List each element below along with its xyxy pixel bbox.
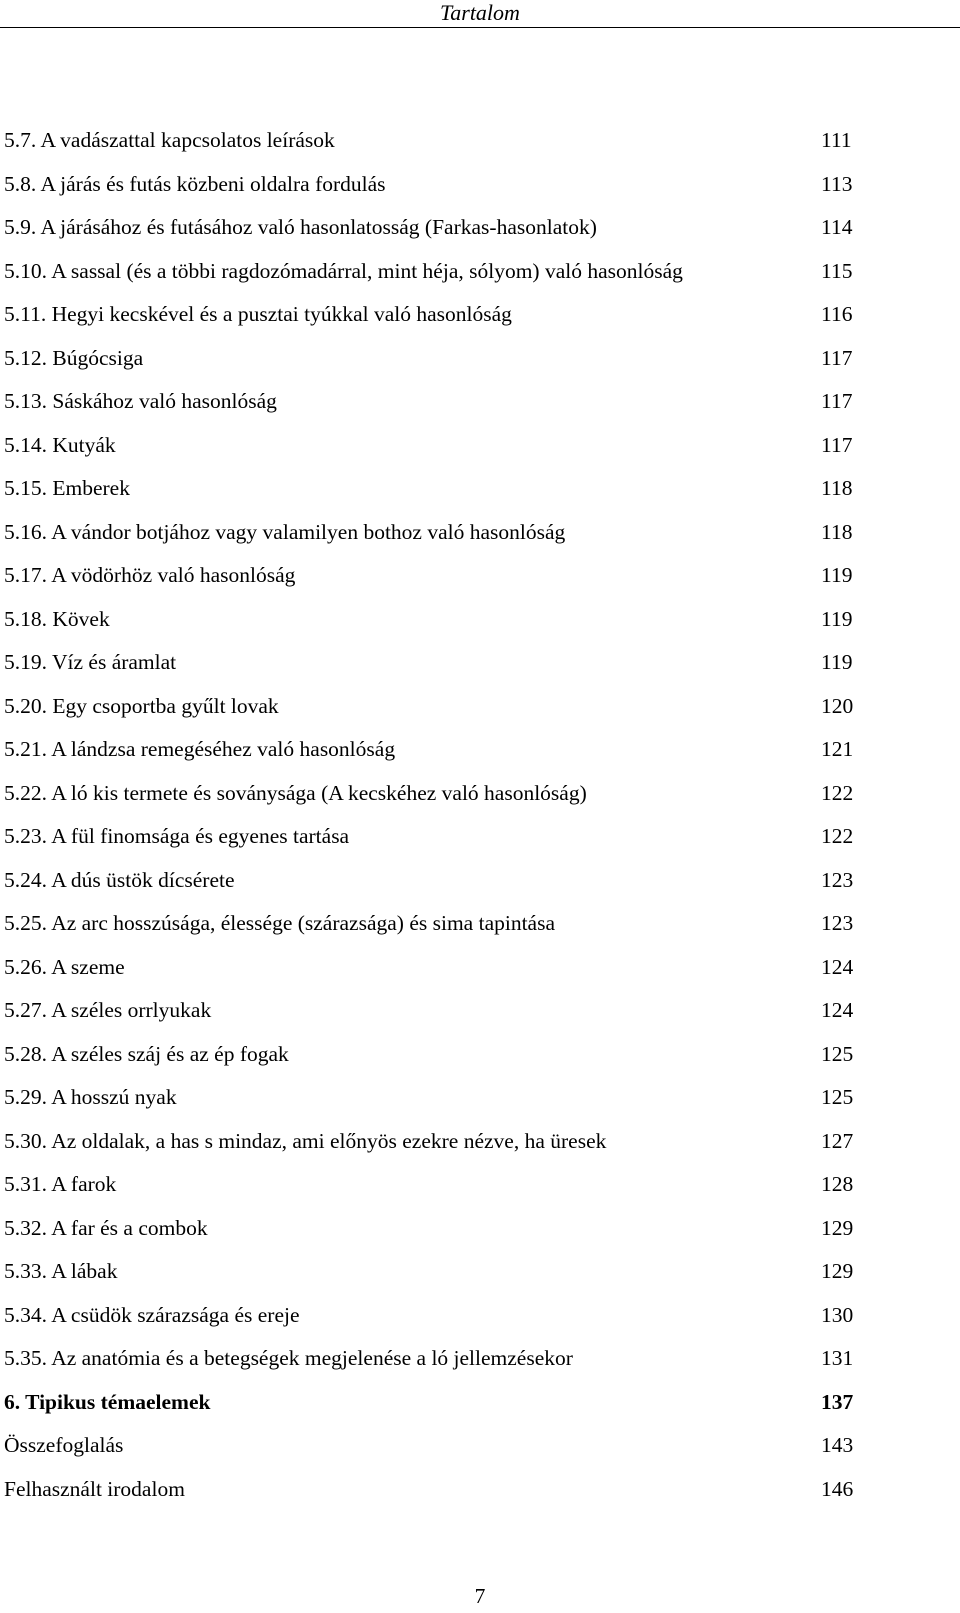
- running-header-title: Tartalom: [440, 0, 520, 25]
- toc-entry-page: 128: [821, 1172, 854, 1196]
- toc-entry[interactable]: [4, 946, 861, 990]
- toc-entry-title: 5.28. A széles száj és az ép fogak: [4, 1041, 289, 1066]
- toc-entry-title: 5.7. A vadászattal kapcsolatos leírások: [4, 128, 335, 152]
- toc-entry-title: 5.19. Víz és áramlat: [4, 650, 177, 674]
- toc-entry-title: 5.33. A lábak: [4, 1259, 118, 1283]
- toc-entry[interactable]: [4, 554, 861, 598]
- toc-entry[interactable]: [4, 119, 861, 163]
- toc-entry-title: Felhasznált irodalom: [4, 1476, 185, 1501]
- toc-entry[interactable]: [4, 815, 861, 859]
- toc-entry[interactable]: [4, 467, 861, 511]
- toc-entry[interactable]: [4, 1033, 861, 1077]
- toc-entry-title: 5.34. A csüdök szárazsága és ereje: [4, 1302, 300, 1327]
- toc-entry[interactable]: [4, 380, 861, 424]
- toc-entry-page: 122: [821, 780, 854, 805]
- toc-entry-title: 5.32. A far és a combok: [4, 1215, 208, 1240]
- toc-entry-page: 124: [821, 998, 854, 1022]
- toc-entry-title: 5.29. A hosszú nyak: [4, 1085, 177, 1109]
- toc-entry-page: 118: [821, 519, 853, 544]
- toc-entry-title: 5.25. Az arc hosszúsága, élessége (szárazsága) és sima tapintása: [4, 911, 556, 935]
- toc-entry[interactable]: [4, 1076, 861, 1120]
- toc-entry-page: 113: [821, 171, 853, 196]
- toc-entry-page: 137: [821, 1389, 854, 1414]
- toc-entry-title: 5.8. A járás és futás közbeni oldalra fordulás: [4, 171, 386, 196]
- toc-entry-page: 111: [821, 128, 852, 152]
- toc-entry[interactable]: [4, 424, 861, 468]
- toc-entry-title: 5.31. A farok: [4, 1172, 117, 1196]
- toc-entry-page: 146: [821, 1476, 854, 1501]
- toc-entry-title: 5.30. Az oldalak, a has s mindaz, ami előnyös ezekre nézve, ha üresek: [4, 1128, 607, 1153]
- toc-entry-page: 129: [821, 1215, 854, 1240]
- toc-entry-title: 5.21. A lándzsa remegéséhez való hasonlóság: [4, 737, 396, 761]
- table-of-contents: [4, 119, 861, 1511]
- toc-entry[interactable]: [4, 902, 861, 946]
- toc-entry-page: 116: [821, 302, 853, 326]
- toc-entry-title: 5.24. A dús üstök dícsérete: [4, 867, 235, 892]
- toc-entry[interactable]: [4, 598, 861, 642]
- toc-entry[interactable]: [4, 685, 861, 729]
- toc-entry-title: 5.35. Az anatómia és a betegségek megjelenése a ló jellemzésekor: [4, 1346, 573, 1370]
- toc-entry[interactable]: [4, 772, 861, 816]
- toc-entry-page: 125: [821, 1041, 854, 1066]
- toc-entry[interactable]: [4, 1250, 861, 1294]
- toc-entry-title: 5.12. Búgócsiga: [4, 345, 144, 370]
- toc-entry-page: 117: [821, 432, 853, 457]
- toc-entry-title: 5.15. Emberek: [4, 476, 130, 500]
- toc-entry-page: 131: [821, 1346, 854, 1370]
- toc-entry[interactable]: [4, 337, 861, 381]
- toc-entry-title: 5.16. A vándor botjához vagy valamilyen bothoz való hasonlóság: [4, 519, 566, 544]
- toc-entry-page: 120: [821, 693, 854, 718]
- toc-entry-title: 5.10. A sassal (és a többi ragdozómadárral, mint héja, sólyom) való hasonlóság: [4, 258, 683, 283]
- toc-entry-title: 5.23. A fül finomsága és egyenes tartása: [4, 824, 350, 848]
- toc-entry-title: 5.20. Egy csoportba gyűlt lovak: [4, 693, 279, 718]
- toc-entry-page: 125: [821, 1085, 854, 1109]
- toc-entry[interactable]: [4, 1207, 861, 1251]
- toc-entry-page: 119: [821, 606, 853, 631]
- toc-entry[interactable]: [4, 1163, 861, 1207]
- toc-entry-page: 121: [821, 737, 854, 761]
- toc-entry-page: 123: [821, 911, 854, 935]
- toc-entry-page: 123: [821, 867, 854, 892]
- toc-entry[interactable]: [4, 641, 861, 685]
- toc-entry-title: 5.27. A széles orrlyukak: [4, 998, 212, 1022]
- toc-entry[interactable]: [4, 511, 861, 555]
- toc-entry-title: 5.14. Kutyák: [4, 432, 116, 457]
- toc-entry-title: 5.11. Hegyi kecskével és a pusztai tyúkkal való hasonlóság: [4, 302, 512, 326]
- toc-entry[interactable]: [4, 1337, 861, 1381]
- toc-entry-title: 5.18. Kövek: [4, 606, 110, 631]
- toc-entry-page: 118: [821, 476, 853, 500]
- toc-entry-title: 5.17. A vödörhöz való hasonlóság: [4, 563, 296, 587]
- toc-entry[interactable]: [4, 293, 861, 337]
- toc-entry[interactable]: [4, 728, 861, 772]
- toc-entry-page: 143: [821, 1433, 854, 1457]
- toc-entry-page: 124: [821, 954, 854, 979]
- toc-entry-page: 115: [821, 258, 853, 283]
- toc-entry[interactable]: [4, 1424, 861, 1468]
- toc-entry[interactable]: [4, 163, 861, 207]
- toc-entry-title: 5.26. A szeme: [4, 954, 125, 979]
- toc-entry[interactable]: [4, 250, 861, 294]
- toc-entry-page: 117: [821, 389, 853, 413]
- toc-entry[interactable]: [4, 1468, 861, 1512]
- toc-entry[interactable]: [4, 206, 861, 250]
- toc-entry-page: 130: [821, 1302, 854, 1327]
- toc-entry-page: 117: [821, 345, 853, 370]
- running-header: [0, 0, 960, 28]
- toc-entry-title: 5.22. A ló kis termete és soványsága (A kecskéhez való hasonlóság): [4, 780, 587, 805]
- toc-entry-title: 5.9. A járásához és futásához való hasonlatosság (Farkas-hasonlatok): [4, 215, 597, 239]
- toc-entry-title: 5.13. Sáskához való hasonlóság: [4, 389, 277, 413]
- toc-entry-page: 114: [821, 215, 853, 239]
- toc-entry-title: 6. Tipikus témaelemek: [4, 1389, 211, 1414]
- toc-entry[interactable]: [4, 1120, 861, 1164]
- toc-entry-page: 119: [821, 563, 853, 587]
- header-divider: [0, 27, 960, 28]
- toc-entry[interactable]: [4, 989, 861, 1033]
- page-number: 7: [474, 1584, 486, 1608]
- toc-entry-page: 122: [821, 824, 854, 848]
- toc-entry-page: 129: [821, 1259, 854, 1283]
- toc-entry-page: 127: [821, 1128, 854, 1153]
- toc-entry-page: 119: [821, 650, 853, 674]
- toc-entry[interactable]: [4, 859, 861, 903]
- toc-entry-title: Összefoglalás: [4, 1433, 124, 1457]
- toc-chapter-entry[interactable]: [4, 1381, 861, 1425]
- toc-entry[interactable]: [4, 1294, 861, 1338]
